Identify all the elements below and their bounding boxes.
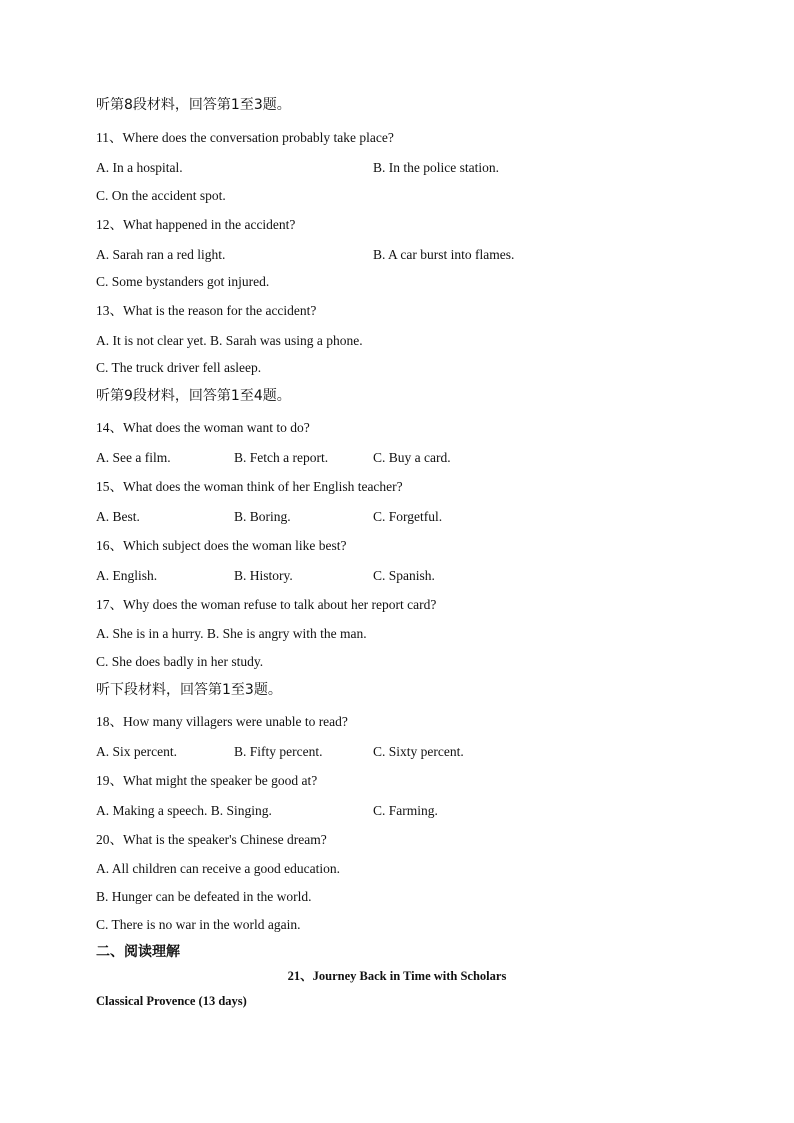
q14-option-c: C. Buy a card. (373, 450, 451, 465)
q16-option-a: A. English. (96, 568, 158, 583)
q14-option-a: A. See a film. (96, 450, 171, 465)
q20-option-c: C. There is no war in the world again. (96, 917, 301, 932)
q18-option-b: B. Fifty percent. (234, 744, 323, 759)
q19-option-ab: A. Making a speech. B. Singing. (96, 803, 272, 818)
q17-option-c: C. She does badly in her study. (96, 654, 264, 669)
section-heading-9: 听第9段材料，回答第1至4题。 (96, 388, 291, 404)
q14-option-b: B. Fetch a report. (234, 450, 329, 465)
section-heading-10: 听下段材料，回答第1至3题。 (96, 682, 282, 698)
q16-option-c: C. Spanish. (373, 568, 435, 583)
question-20: 20、What is the speaker's Chinese dream? (96, 832, 327, 847)
section-heading-8: 听第8段材料，回答第1至3题。 (96, 97, 291, 113)
q17-option-ab: A. She is in a hurry. B. She is angry with the man. (96, 626, 367, 641)
question-18: 18、How many villagers were unable to read? (96, 714, 348, 729)
q12-option-b: B. A car burst into flames. (373, 247, 515, 262)
q12-option-a: A. Sarah ran a red light. (96, 247, 226, 262)
question-13: 13、What is the reason for the accident? (96, 303, 317, 318)
q15-option-b: B. Boring. (234, 509, 291, 524)
q16-option-b: B. History. (234, 568, 293, 583)
passage-subtitle: Classical Provence (13 days) (96, 994, 247, 1008)
q11-option-c: C. On the accident spot. (96, 188, 226, 203)
q13-option-c: C. The truck driver fell asleep. (96, 360, 262, 375)
q20-option-a: A. All children can receive a good education. (96, 861, 341, 876)
question-17: 17、Why does the woman refuse to talk about her report card? (96, 597, 437, 612)
question-12: 12、What happened in the accident? (96, 217, 296, 232)
q12-option-c: C. Some bystanders got injured. (96, 274, 270, 289)
passage-title: 21、Journey Back in Time with Scholars (287, 969, 507, 983)
question-16: 16、Which subject does the woman like best? (96, 538, 347, 553)
q13-option-ab: A. It is not clear yet. B. Sarah was using a phone. (96, 333, 363, 348)
question-15: 15、What does the woman think of her English teacher? (96, 479, 403, 494)
q20-option-b: B. Hunger can be defeated in the world. (96, 889, 312, 904)
q15-option-c: C. Forgetful. (373, 509, 443, 524)
q11-option-b: B. In the police station. (373, 160, 499, 175)
question-14: 14、What does the woman want to do? (96, 420, 310, 435)
q15-option-a: A. Best. (96, 509, 140, 524)
question-19: 19、What might the speaker be good at? (96, 773, 318, 788)
q18-option-c: C. Sixty percent. (373, 744, 464, 759)
q18-option-a: A. Six percent. (96, 744, 177, 759)
q11-option-a: A. In a hospital. (96, 160, 183, 175)
q19-option-c: C. Farming. (373, 803, 438, 818)
reading-section-heading: 二、阅读理解 (96, 944, 180, 960)
question-11: 11、Where does the conversation probably take place? (96, 130, 394, 145)
